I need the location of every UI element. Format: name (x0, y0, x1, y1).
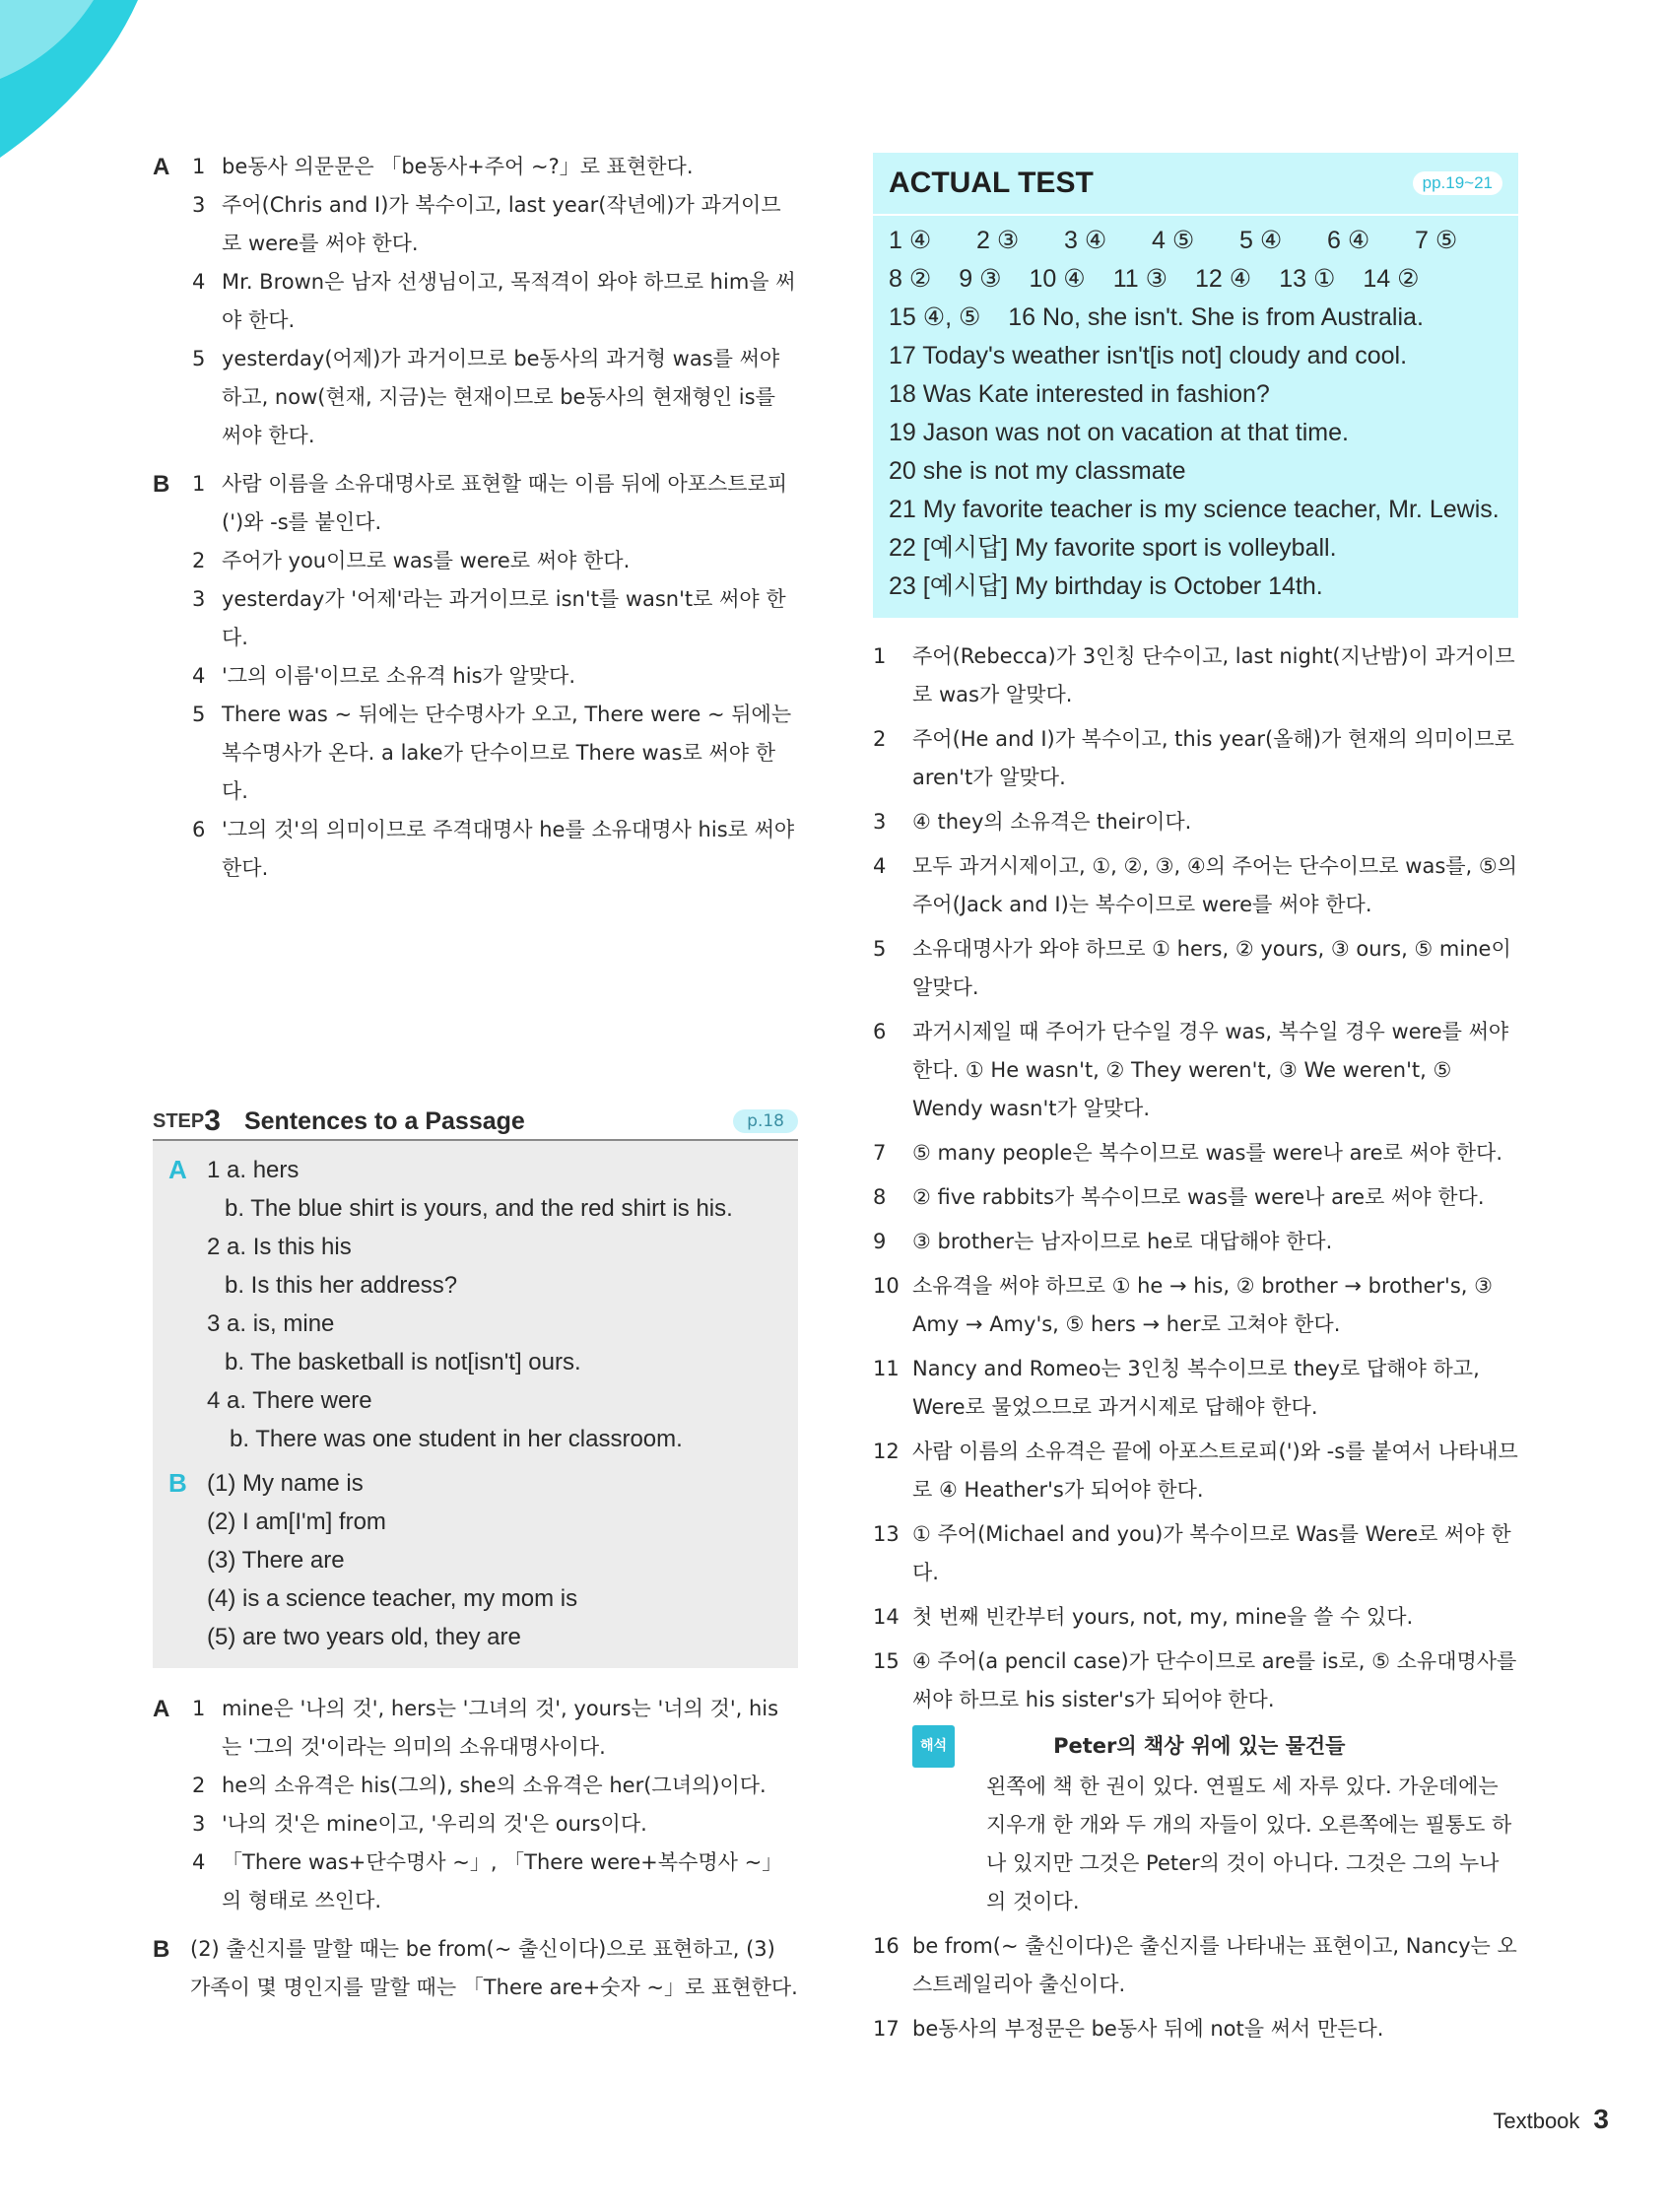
actual-test-pages: pp.19~21 (1413, 171, 1502, 195)
explanation-number: 6 (873, 1020, 887, 1043)
answer-line: 18 Was Kate interested in fashion? (889, 380, 1270, 408)
step3-section (153, 1104, 798, 2007)
explanation-text: 첫 번째 빈칸부터 yours, not, my, mine을 쓸 수 있다. (912, 1605, 1414, 1629)
item-text: '나의 것'은 mine이고, '우리의 것'은 ours이다. (222, 1812, 647, 1836)
explanation-number: 16 (873, 1934, 900, 1958)
explanation-number: 8 (873, 1185, 887, 1209)
explanation-number: 1 (873, 644, 887, 668)
item-number: 3 (192, 193, 206, 217)
answer-item (153, 696, 798, 811)
explanation-number: 11 (873, 1357, 900, 1380)
answer-line: 17 Today's weather isn't[is not] cloudy and cool. (889, 342, 1408, 369)
explanation-text: ③ brother는 남자이므로 he로 대답해야 한다. (912, 1230, 1333, 1253)
explanation-text: ② five rabbits가 복수이므로 was를 were나 are로 써야 한다. (912, 1185, 1485, 1209)
explanation-number: 3 (873, 810, 887, 834)
box-answer-line: 4 a. There were (207, 1387, 372, 1414)
answer-cell: 1 ④ (889, 227, 932, 254)
box-section-a (153, 1151, 798, 1458)
explanation-item (873, 1178, 1518, 1217)
step3-header (153, 1104, 798, 1141)
explanation-text: ④ they의 소유격은 their이다. (912, 810, 1192, 834)
item-text: Mr. Brown은 남자 선생님이고, 목적격이 와야 하므로 him을 써야 한다. (222, 270, 796, 332)
box-answer-line: (2) I am[I'm] from (207, 1508, 386, 1535)
item-number: 4 (192, 1850, 206, 1874)
item-text: 「There was+단수명사 ~」, 「There were+복수명사 ~」의 형태로 쓰인다. (222, 1850, 783, 1912)
translation-title: Peter의 책상 위에 있는 물건들 (1053, 1734, 1346, 1758)
section-a (153, 148, 798, 455)
answer-cell: 4 ⑤ (1152, 227, 1195, 254)
translation-block (912, 1725, 1518, 1921)
answer-item (153, 1767, 798, 1805)
box-letter: B (168, 1468, 187, 1498)
item-number: 4 (192, 664, 206, 688)
answer-line: 21 My favorite teacher is my science teacher, Mr. Lewis. (889, 496, 1500, 523)
actual-test-header (873, 153, 1518, 216)
answer-cell: 12 ④ (1195, 265, 1252, 293)
answer-item (153, 1805, 798, 1843)
answer-cell: 8 ② (889, 265, 932, 293)
answer-item (153, 148, 798, 186)
answer-row (889, 260, 1502, 299)
answer-cell: 14 ② (1363, 265, 1420, 293)
item-text: '그의 이름'이므로 소유격 his가 알맞다. (222, 664, 576, 688)
box-answer-line: b. The basketball is not[isn't] ours. (225, 1349, 581, 1375)
answer-cell: 10 ④ (1029, 265, 1086, 293)
item-text: 사람 이름을 소유대명사로 표현할 때는 이름 뒤에 아포스트로피(')와 -s를 붙인다. (222, 472, 788, 534)
explanation-number: 7 (873, 1141, 887, 1165)
item-number: 2 (192, 549, 206, 572)
section-letter: B (153, 471, 170, 498)
explanation-item (873, 1598, 1518, 1637)
answer-item (153, 1843, 798, 1920)
answer-line: 22 [예시답] My favorite sport is volleyball. (889, 534, 1337, 562)
box-answer-line: (1) My name is (207, 1470, 364, 1497)
section-letter: A (153, 154, 170, 180)
box-answer-line: (3) There are (207, 1547, 345, 1574)
box-answer-line: b. There was one student in her classroom. (230, 1426, 683, 1452)
explanation-text: Nancy and Romeo는 3인칭 복수이므로 they로 답해야 하고, Were로 물었으므로 과거시제로 답해야 한다. (912, 1357, 1480, 1419)
answer-item (153, 542, 798, 580)
explanation-item (873, 2010, 1518, 2048)
explanation-number: 4 (873, 854, 887, 878)
translation-badge: 해석 (912, 1725, 955, 1768)
translation-body: 왼쪽에 책 한 권이 있다. 연필도 세 자루 있다. 가운데에는 지우개 한 개와 두 개의 자들이 있다. 오른쪽에는 필통도 하나 있지만 그것은 Peter의 것이 아니다. 그것은 그의 누나의 것이다. (986, 1775, 1512, 1913)
answer-cell: 3 ④ (1064, 227, 1107, 254)
item-text: be동사 의문문은 「be동사+주어 ~?」로 표현한다. (222, 155, 694, 178)
item-text: mine은 '나의 것', hers는 '그녀의 것', yours는 '너의 것', his는 '그의 것'이라는 의미의 소유대명사이다. (222, 1697, 779, 1759)
answer-cell: 11 ③ (1112, 265, 1168, 293)
explanation-item (873, 847, 1518, 924)
explanation-number: 15 (873, 1649, 900, 1673)
right-column (873, 153, 1518, 2054)
item-text: yesterday가 '어제'라는 과거이므로 isn't를 wasn't로 써야 한다. (222, 587, 786, 649)
explanation-number: 10 (873, 1274, 900, 1298)
answer-row (889, 222, 1502, 260)
explanation-item (873, 1013, 1518, 1128)
item-number: 5 (192, 347, 206, 370)
page-footer (1493, 2104, 1609, 2135)
explanation-text: be from(~ 출신이다)은 출신지를 나타내는 표현이고, Nancy는 오스트레일리아 출신이다. (912, 1934, 1517, 1996)
answer-cell: 13 ① (1279, 265, 1336, 293)
answer-line: 19 Jason was not on vacation at that time. (889, 419, 1349, 446)
explanation-text: ⑤ many people은 복수이므로 was를 were나 are로 써야 한다. (912, 1141, 1502, 1165)
explanation-number: 13 (873, 1522, 900, 1546)
answer-cell: 7 ⑤ (1415, 227, 1458, 254)
explanation-item (873, 1927, 1518, 2004)
section-a-2 (153, 1690, 798, 1920)
section-b-2 (153, 1930, 798, 2007)
explanations (873, 637, 1518, 2048)
item-number: 1 (192, 472, 206, 496)
explanation-text: 사람 이름의 소유격은 끝에 아포스트로피(')와 -s를 붙여서 나타내므로 ④ Heather's가 되어야 한다. (912, 1440, 1518, 1502)
corner-decoration (0, 0, 148, 168)
item-text: 주어가 you이므로 was를 were로 써야 한다. (222, 549, 631, 572)
answer-item (153, 465, 798, 542)
explanation-item (873, 1433, 1518, 1509)
answer-item (153, 186, 798, 263)
answer-line: 23 [예시답] My birthday is October 14th. (889, 572, 1323, 600)
actual-test-box (873, 153, 1518, 618)
item-number: 5 (192, 703, 206, 726)
box-answer-line: 3 a. is, mine (207, 1310, 335, 1337)
answer-cell: 5 ④ (1239, 227, 1283, 254)
item-text: he의 소유격은 his(그의), she의 소유격은 her(그녀의)이다. (222, 1774, 767, 1797)
answer-line: 20 she is not my classmate (889, 457, 1186, 485)
explanation-text: be동사의 부정문은 be동사 뒤에 not을 써서 만든다. (912, 2017, 1384, 2041)
footer-label: Textbook (1493, 2109, 1580, 2133)
item-text: There was ~ 뒤에는 단수명사가 오고, There were ~ 뒤에는 복수명사가 온다. a lake가 단수이므로 There was로 써야 한다. (222, 703, 792, 803)
explanation-item (873, 803, 1518, 841)
explanation-text: 주어(Rebecca)가 3인칭 단수이고, last night(지난밤)이 과거이므로 was가 알맞다. (912, 644, 1515, 706)
answer-item (153, 580, 798, 657)
explanation-text: 과거시제일 때 주어가 단수일 경우 was, 복수일 경우 were를 써야 한다. ① He wasn't, ② They weren't, ③ We weren't, ⑤ Wendy wasn't가 알맞다. (912, 1020, 1509, 1120)
actual-test-title: ACTUAL TEST (889, 167, 1094, 199)
item-number: 1 (192, 1697, 206, 1720)
section-b (153, 465, 798, 888)
explanation-number: 9 (873, 1230, 887, 1253)
page-badge: p.18 (733, 1109, 798, 1133)
box-answer-line: (4) is a science teacher, my mom is (207, 1585, 578, 1612)
step-title: Sentences to a Passage (243, 1106, 525, 1135)
explanation-number: 12 (873, 1440, 900, 1463)
item-number: 1 (192, 155, 206, 178)
item-text: yesterday(어제)가 과거이므로 be동사의 과거형 was를 써야 하고, now(현재, 지금)는 현재이므로 be동사의 현재형인 is를 써야 한다. (222, 347, 780, 447)
explanation-text: ④ 주어(a pencil case)가 단수이므로 are를 is로, ⑤ 소유대명사를 써야 하므로 his sister's가 되어야 한다. (912, 1649, 1517, 1711)
item-text: 주어(Chris and I)가 복수이고, last year(작년에)가 과거이므로 were를 써야 한다. (222, 193, 781, 255)
answer-cell: 6 ④ (1327, 227, 1370, 254)
explanation-text: 주어(He and I)가 복수이고, this year(올해)가 현재의 의미이므로 aren't가 알맞다. (912, 727, 1514, 789)
explanation-item (873, 1642, 1518, 1719)
explanation-number: 2 (873, 727, 887, 751)
box-answer-line: 1 a. hers (207, 1157, 300, 1183)
explanation-item (873, 637, 1518, 714)
item-number: 3 (192, 587, 206, 611)
explanation-text: 모두 과거시제이고, ①, ②, ③, ④의 주어는 단수이므로 was를, ⑤의 주어(Jack and I)는 복수이므로 were를 써야 한다. (912, 854, 1518, 916)
section-letter: A (153, 1696, 170, 1722)
answer-cell: 9 ③ (959, 265, 1002, 293)
box-answer-line: b. Is this her address? (225, 1272, 458, 1299)
explanation-item (873, 1515, 1518, 1592)
explanation-item (873, 1350, 1518, 1427)
explanation-number: 14 (873, 1605, 900, 1629)
answer-item (153, 263, 798, 340)
item-number: 3 (192, 1812, 206, 1836)
item-number: 4 (192, 270, 206, 294)
section-letter: B (153, 1936, 170, 1963)
explanation-text: 소유격을 써야 하므로 ① he → his, ② brother → brother's, ③ Amy → Amy's, ⑤ hers → her로 고쳐야 한다. (912, 1274, 1493, 1336)
step-number: 3 (204, 1105, 221, 1137)
answer-box (153, 1141, 798, 1668)
answer-item (153, 1690, 798, 1767)
item-number: 2 (192, 1774, 206, 1797)
actual-test-answers (873, 216, 1518, 606)
box-answer-line: 2 a. Is this his (207, 1234, 352, 1260)
explanation-item (873, 1134, 1518, 1173)
answer-cell: 2 ③ (976, 227, 1020, 254)
box-letter: A (168, 1155, 187, 1184)
answer-item (153, 657, 798, 696)
item-text: '그의 것'의 의미이므로 주격대명사 he를 소유대명사 his로 써야 한다. (222, 818, 795, 880)
answer-item (153, 811, 798, 888)
step-label: STEP (153, 1109, 205, 1132)
explanation-text: ① 주어(Michael and you)가 복수이므로 Was를 Were로 써야 한다. (912, 1522, 1511, 1584)
item-number: 6 (192, 818, 206, 841)
box-answer-line: b. The blue shirt is yours, and the red shirt is his. (225, 1195, 733, 1222)
page-number: 3 (1593, 2104, 1609, 2134)
explanation-item (873, 720, 1518, 797)
section-b-text: (2) 출신지를 말할 때는 be from(~ 출신이다)으로 표현하고, (3) 가족이 몇 명인지를 말할 때는 「There are+숫자 ~」로 표현한다. (190, 1937, 798, 1999)
explanation-item (873, 1223, 1518, 1261)
answer-line: 15 ④, ⑤ 16 No, she isn't. She is from Australia. (889, 303, 1424, 331)
explanation-number: 17 (873, 2017, 900, 2041)
explanation-item (873, 930, 1518, 1007)
explanation-item (873, 1267, 1518, 1344)
left-column (153, 148, 798, 888)
box-section-b (153, 1464, 798, 1656)
explanation-text: 소유대명사가 와야 하므로 ① hers, ② yours, ③ ours, ⑤ mine이 알맞다. (912, 937, 1511, 999)
answer-item (153, 340, 798, 455)
explanation-number: 5 (873, 937, 887, 961)
box-answer-line: (5) are two years old, they are (207, 1624, 521, 1650)
